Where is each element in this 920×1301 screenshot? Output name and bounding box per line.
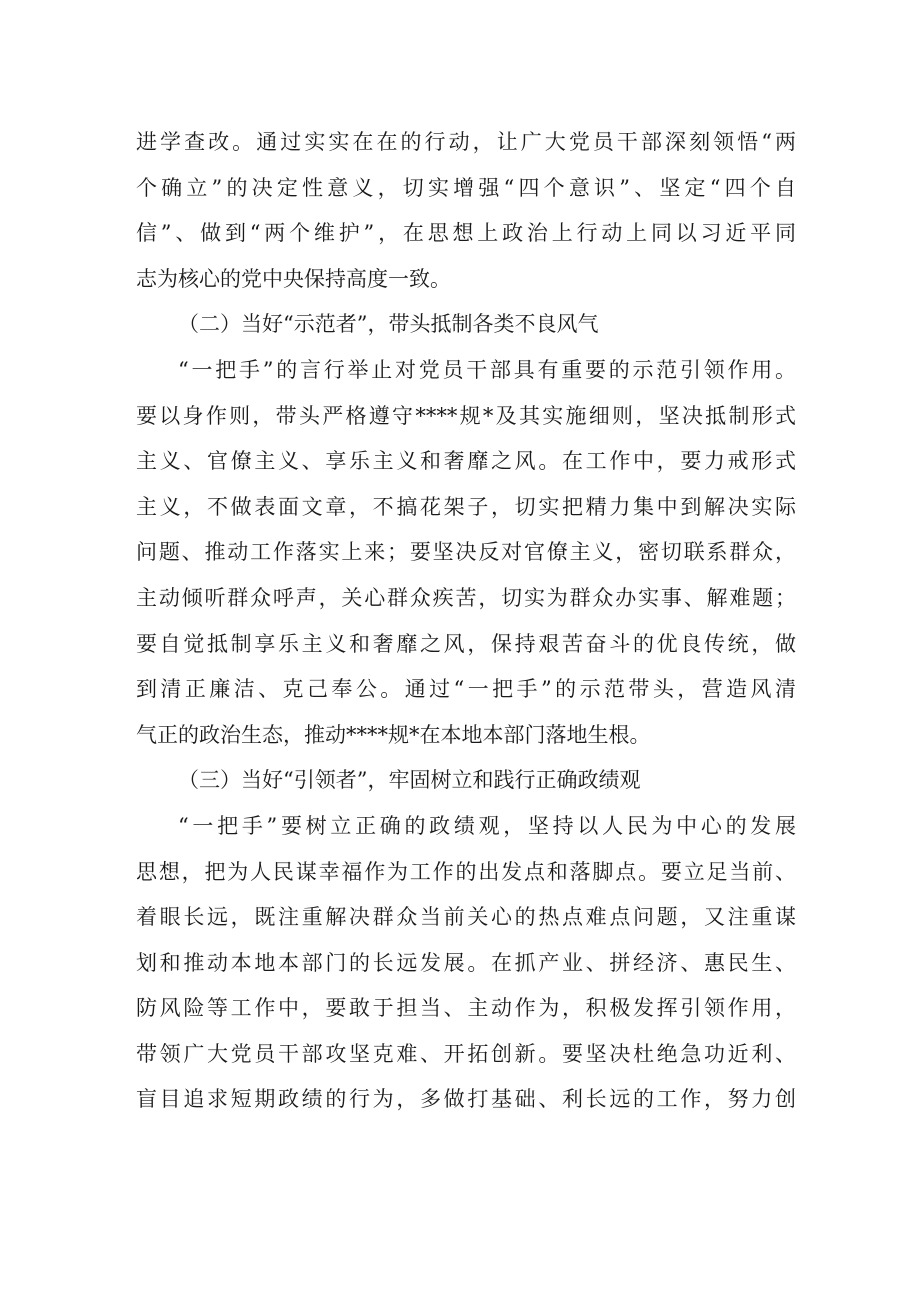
paragraph-line: 盲目追求短期政绩的行为，多做打基础、利长远的工作，努力创: [136, 1087, 796, 1112]
paragraph-line: 要自觉抵制享乐主义和奢靡之风，保持艰苦奋斗的优良传统，做: [136, 631, 796, 656]
paragraph-line: 主义、官僚主义、享乐主义和奢靡之风。在工作中，要力戒形式: [136, 449, 796, 474]
paragraph-line: “一把手”要树立正确的政绩观，坚持以人民为中心的发展: [178, 813, 796, 838]
paragraph-line: 防风险等工作中，要敢于担当、主动作为，积极发挥引领作用，: [136, 996, 796, 1021]
paragraph-line: 气正的政治生态，推动****规*在本地本部门落地生根。: [136, 722, 651, 747]
paragraph-line: 主义，不做表面文章，不搞花架子，切实把精力集中到解决实际: [136, 494, 796, 519]
paragraph-line: 信”、做到“两个维护”，在思想上政治上行动上同以习近平同: [136, 221, 796, 246]
section-heading: （二）当好“示范者”，带头抵制各类不良风气: [178, 312, 599, 337]
paragraph-line: 划和推动本地本部门的长远发展。在抓产业、拼经济、惠民生、: [136, 950, 796, 975]
paragraph-line: 志为核心的党中央保持高度一致。: [136, 266, 451, 291]
paragraph-line: 带领广大党员干部攻坚克难、开拓创新。要坚决杜绝急功近利、: [136, 1041, 796, 1066]
paragraph-line: 个确立”的决定性意义，切实增强“四个意识”、坚定“四个自: [136, 175, 796, 200]
paragraph-line: 思想，把为人民谋幸福作为工作的出发点和落脚点。要立足当前、: [136, 859, 796, 884]
paragraph-line: 要以身作则，带头严格遵守****规*及其实施细则，坚决抵制形式: [136, 403, 796, 428]
paragraph-line: 到清正廉洁、克己奉公。通过“一把手”的示范带头，营造风清: [136, 677, 796, 702]
document-body: [136, 120, 796, 1123]
paragraph-line: 问题、推动工作落实上来；要坚决反对官僚主义，密切联系群众，: [136, 540, 796, 565]
paragraph-line: “一把手”的言行举止对党员干部具有重要的示范引领作用。: [178, 357, 796, 382]
paragraph-line: 主动倾听群众呼声，关心群众疾苦，切实为群众办实事、解难题；: [136, 585, 796, 610]
paragraph-line: 着眼长远，既注重解决群众当前关心的热点难点问题，又注重谋: [136, 905, 796, 930]
paragraph-line: 进学查改。通过实实在在的行动，让广大党员干部深刻领悟“两: [136, 130, 796, 154]
section-heading: （三）当好“引领者”，牢固树立和践行正确政绩观: [178, 768, 641, 793]
